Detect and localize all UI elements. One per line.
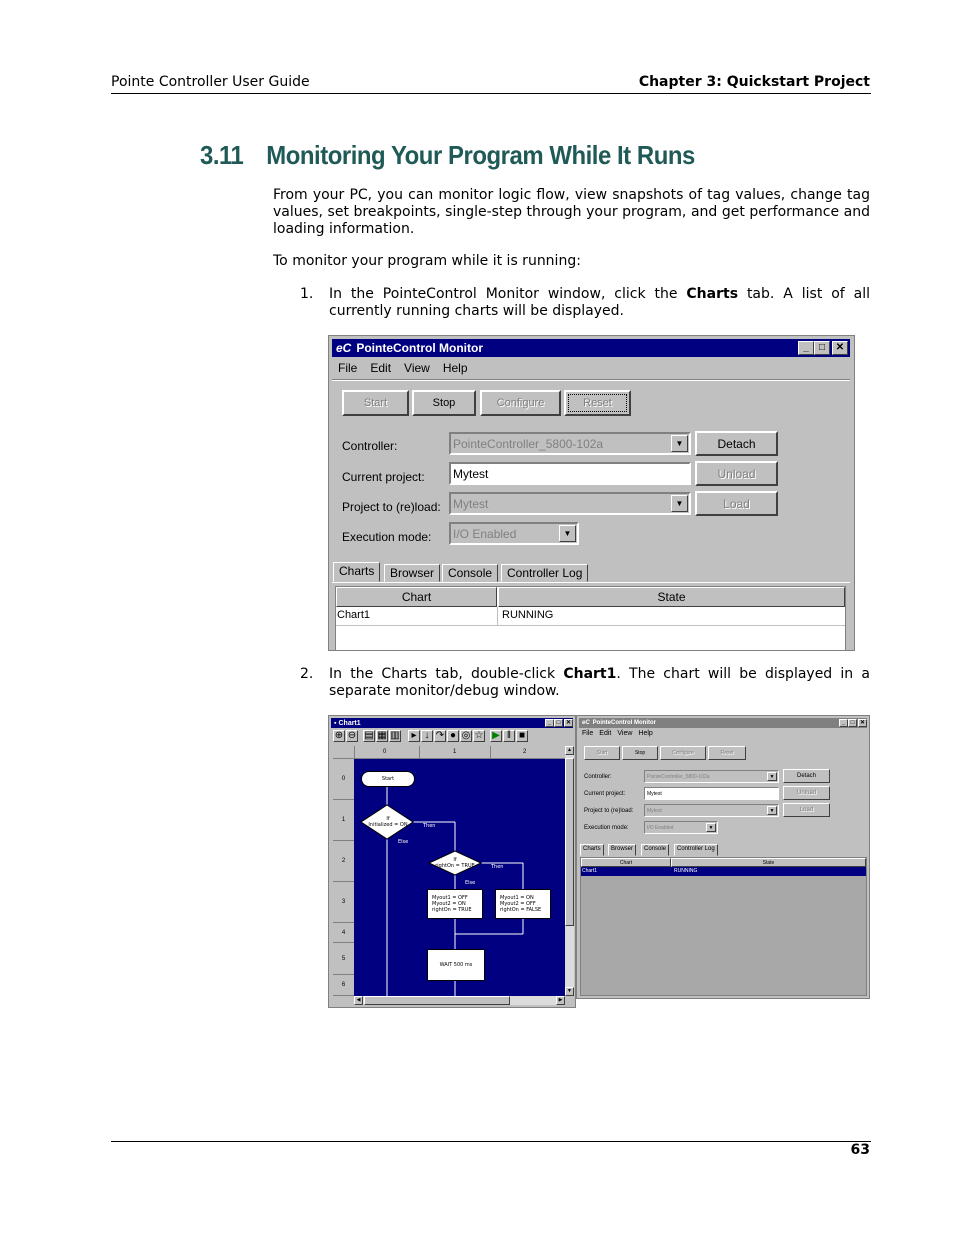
- column-2: 2: [523, 749, 527, 755]
- chevron-down-icon[interactable]: ▼: [559, 525, 576, 542]
- row-2: 2: [333, 841, 354, 882]
- maximize-icon[interactable]: □: [814, 341, 830, 355]
- step-text: In the PointeControl Monitor window, click the Charts tab. A list of all currently running charts will be displayed.: [329, 286, 870, 319]
- controller-dropdown[interactable]: PointeController_5800-102a ▼: [449, 432, 691, 455]
- scroll-left-icon[interactable]: ◀: [354, 996, 363, 1005]
- minimize-icon[interactable]: _: [798, 341, 814, 355]
- tab-charts[interactable]: Charts: [580, 844, 604, 856]
- step-number: 2.: [300, 666, 314, 682]
- chart-window: [328, 715, 576, 1008]
- maximize-icon[interactable]: □: [848, 719, 857, 727]
- chevron-down-icon[interactable]: ▼: [671, 435, 688, 452]
- detach-button[interactable]: Detach: [783, 769, 830, 783]
- row-5: 5: [333, 943, 354, 975]
- minimize-icon[interactable]: _: [545, 719, 554, 727]
- current-project-field[interactable]: Mytest: [449, 462, 691, 485]
- chart-cell: Chart1: [337, 609, 371, 621]
- lead-paragraph: To monitor your program while it is running:: [273, 253, 581, 269]
- footer-rule: [111, 1141, 871, 1142]
- chart-toolbar: [333, 730, 573, 744]
- row-3: 3: [333, 882, 354, 923]
- scroll-up-icon[interactable]: ▲: [565, 746, 574, 755]
- charts-table: [335, 586, 846, 651]
- row-6: 6: [333, 975, 354, 996]
- if-node-2[interactable]: If rightOn = TRUE: [435, 857, 475, 869]
- tab-controller-log[interactable]: Controller Log: [501, 564, 588, 582]
- tab-strip: [333, 564, 849, 584]
- wait-node[interactable]: WAIT 500 ms: [427, 949, 485, 981]
- step-over-icon[interactable]: ↷: [435, 730, 445, 741]
- maximize-icon[interactable]: □: [554, 719, 563, 727]
- configure-button[interactable]: Configure: [480, 390, 561, 416]
- watch-icon[interactable]: ◎: [461, 730, 471, 741]
- table-row[interactable]: [336, 607, 845, 626]
- step-number: 1.: [300, 286, 314, 302]
- menu-file[interactable]: File: [582, 730, 594, 737]
- unload-button[interactable]: Unload: [695, 461, 778, 486]
- current-project-field[interactable]: Mytest: [644, 787, 779, 800]
- scroll-thumb[interactable]: [364, 996, 510, 1005]
- chart-cell: Chart1: [582, 868, 598, 874]
- menu-view[interactable]: View: [617, 730, 633, 737]
- monitor-window-small: [576, 715, 870, 999]
- current-project-label: Current project:: [342, 470, 425, 484]
- execution-mode-label: Execution mode:: [342, 530, 432, 544]
- vertical-scrollbar[interactable]: [565, 746, 574, 996]
- controller-dropdown[interactable]: PointeController_5800-102a ▼: [644, 770, 779, 783]
- project-reload-dropdown[interactable]: Mytest ▼: [449, 492, 691, 515]
- assign-node-1[interactable]: Myout1 = OFF Myout2 = ON rightOn = TRUE: [427, 889, 483, 919]
- menu-edit[interactable]: Edit: [370, 361, 392, 375]
- unload-button[interactable]: Unload: [783, 786, 830, 800]
- execution-mode-label: Execution mode:: [584, 825, 629, 831]
- start-button[interactable]: Start: [584, 746, 620, 760]
- project-reload-label: Project to (re)load:: [342, 500, 441, 514]
- detach-button[interactable]: Detach: [695, 431, 778, 456]
- running-header-guide: Pointe Controller User Guide: [111, 74, 310, 90]
- tab-console[interactable]: Console: [442, 564, 498, 582]
- menu-edit[interactable]: Edit: [599, 730, 612, 737]
- menu-file[interactable]: File: [338, 361, 358, 375]
- section-title-text: Monitoring Your Program While It Runs: [266, 140, 695, 170]
- monitor-small-title: PointeControl Monitor: [592, 720, 656, 726]
- run-icon[interactable]: ▶: [490, 730, 502, 742]
- step-icon[interactable]: ▸: [408, 730, 420, 742]
- menu-bar: [338, 361, 468, 375]
- table-icon[interactable]: ▥: [390, 730, 400, 741]
- table-row[interactable]: [581, 867, 866, 876]
- step-1: [300, 286, 870, 320]
- column-header-chart[interactable]: Chart: [581, 858, 671, 867]
- menu-help[interactable]: Help: [638, 730, 653, 737]
- header-rule: [111, 93, 871, 94]
- if-node-1[interactable]: If Initialized = ON: [368, 816, 408, 828]
- execution-mode-dropdown[interactable]: I/O Enabled ▼: [644, 821, 718, 834]
- menu-help[interactable]: Help: [442, 361, 468, 375]
- chart-window-title: Chart1: [338, 719, 361, 727]
- grid-icon[interactable]: ▦: [377, 730, 387, 741]
- row-0: 0: [333, 759, 354, 800]
- column-1: 1: [453, 749, 457, 755]
- flowchart-canvas: [333, 759, 565, 996]
- column-header-state[interactable]: State: [671, 858, 866, 867]
- close-icon[interactable]: ✕: [565, 720, 572, 726]
- edge-label-else: Else: [465, 880, 476, 886]
- start-node[interactable]: Start: [361, 771, 415, 787]
- project-reload-dropdown[interactable]: Mytest ▼: [644, 804, 779, 817]
- scroll-down-icon[interactable]: ▼: [565, 987, 574, 996]
- edge-label-else: Else: [398, 839, 409, 845]
- stop-button[interactable]: Stop: [622, 746, 658, 760]
- scroll-right-icon[interactable]: ▶: [556, 996, 565, 1005]
- row-4: 4: [333, 923, 354, 943]
- column-0: 0: [383, 749, 387, 755]
- chevron-down-icon[interactable]: ▼: [671, 495, 688, 512]
- configure-button[interactable]: Configure: [660, 746, 706, 760]
- reset-button[interactable]: Reset: [564, 390, 631, 416]
- ec-logo-icon: eC: [336, 341, 352, 355]
- step-2: [300, 666, 870, 700]
- section-number: 3.11: [200, 140, 244, 170]
- edge-label-then: Then: [423, 823, 436, 829]
- tab-console[interactable]: Console: [641, 844, 669, 856]
- minimize-icon[interactable]: _: [839, 719, 848, 727]
- load-button[interactable]: Load: [783, 803, 830, 817]
- state-cell: RUNNING: [674, 868, 698, 874]
- scroll-thumb[interactable]: [565, 758, 574, 926]
- assign-node-2[interactable]: Myout1 = ON Myout2 = OFF rightOn = FALSE: [495, 889, 551, 919]
- reset-button[interactable]: Reset: [708, 746, 746, 760]
- charts-table-small: [580, 857, 867, 996]
- tab-browser[interactable]: Browser: [608, 844, 636, 856]
- page-number: 63: [850, 1142, 870, 1158]
- monitor-small-titlebar: [579, 718, 867, 728]
- chevron-down-icon[interactable]: ▼: [767, 806, 777, 815]
- start-button[interactable]: Start: [342, 390, 409, 416]
- column-header-state[interactable]: State: [498, 587, 845, 607]
- close-icon[interactable]: ✕: [859, 720, 866, 726]
- tab-browser[interactable]: Browser: [384, 564, 440, 582]
- clear-icon[interactable]: ☆: [474, 730, 484, 741]
- step-into-icon[interactable]: ↓: [421, 730, 433, 742]
- controller-label: Controller:: [342, 439, 398, 453]
- print-icon[interactable]: ▤: [364, 730, 374, 741]
- zoom-in-icon[interactable]: ⊕: [334, 730, 344, 741]
- intro-paragraph: From your PC, you can monitor logic flow, view snapshots of tag values, change tag values, set breakpoints, single-step through your program, and get performance and loading information.: [273, 187, 870, 237]
- current-project-label: Current project:: [584, 791, 626, 797]
- step-text: In the Charts tab, double-click Chart1. The chart will be displayed in a separate monitor/debug window.: [329, 666, 870, 699]
- chevron-down-icon[interactable]: ▼: [706, 823, 716, 832]
- state-cell: RUNNING: [502, 609, 554, 621]
- close-icon[interactable]: ✕: [832, 341, 848, 355]
- chart-column-header: [333, 746, 565, 759]
- chevron-down-icon[interactable]: ▼: [767, 772, 777, 781]
- controller-label: Controller:: [584, 774, 612, 780]
- ec-logo-icon: eC: [582, 720, 590, 726]
- tab-strip-small: [580, 844, 868, 856]
- stop-icon[interactable]: ■: [516, 730, 528, 742]
- section-title: [200, 140, 695, 171]
- menu-view[interactable]: View: [404, 361, 430, 375]
- tab-controller-log[interactable]: Controller Log: [674, 844, 718, 856]
- edge-label-then: Then: [491, 864, 504, 870]
- tab-charts[interactable]: Charts: [333, 562, 380, 582]
- horizontal-scrollbar[interactable]: [354, 996, 565, 1005]
- zoom-out-icon[interactable]: ⊖: [347, 730, 357, 741]
- monitor-title: PointeControl Monitor: [356, 341, 483, 355]
- menu-bar-small: [582, 730, 653, 737]
- column-header-chart[interactable]: Chart: [336, 587, 497, 607]
- monitor-titlebar: [332, 339, 850, 357]
- pause-icon[interactable]: ‖: [503, 730, 515, 742]
- chart-window-icon: ▪: [334, 719, 337, 727]
- load-button[interactable]: Load: [695, 491, 778, 516]
- chart-titlebar: [331, 718, 573, 728]
- stop-button[interactable]: Stop: [412, 390, 476, 416]
- running-header-chapter: Chapter 3: Quickstart Project: [638, 74, 870, 90]
- project-reload-label: Project to (re)load:: [584, 808, 634, 814]
- row-1: 1: [333, 800, 354, 841]
- execution-mode-dropdown[interactable]: I/O Enabled ▼: [449, 522, 579, 545]
- monitor-window: [328, 335, 855, 651]
- breakpoint-icon[interactable]: ●: [447, 730, 459, 742]
